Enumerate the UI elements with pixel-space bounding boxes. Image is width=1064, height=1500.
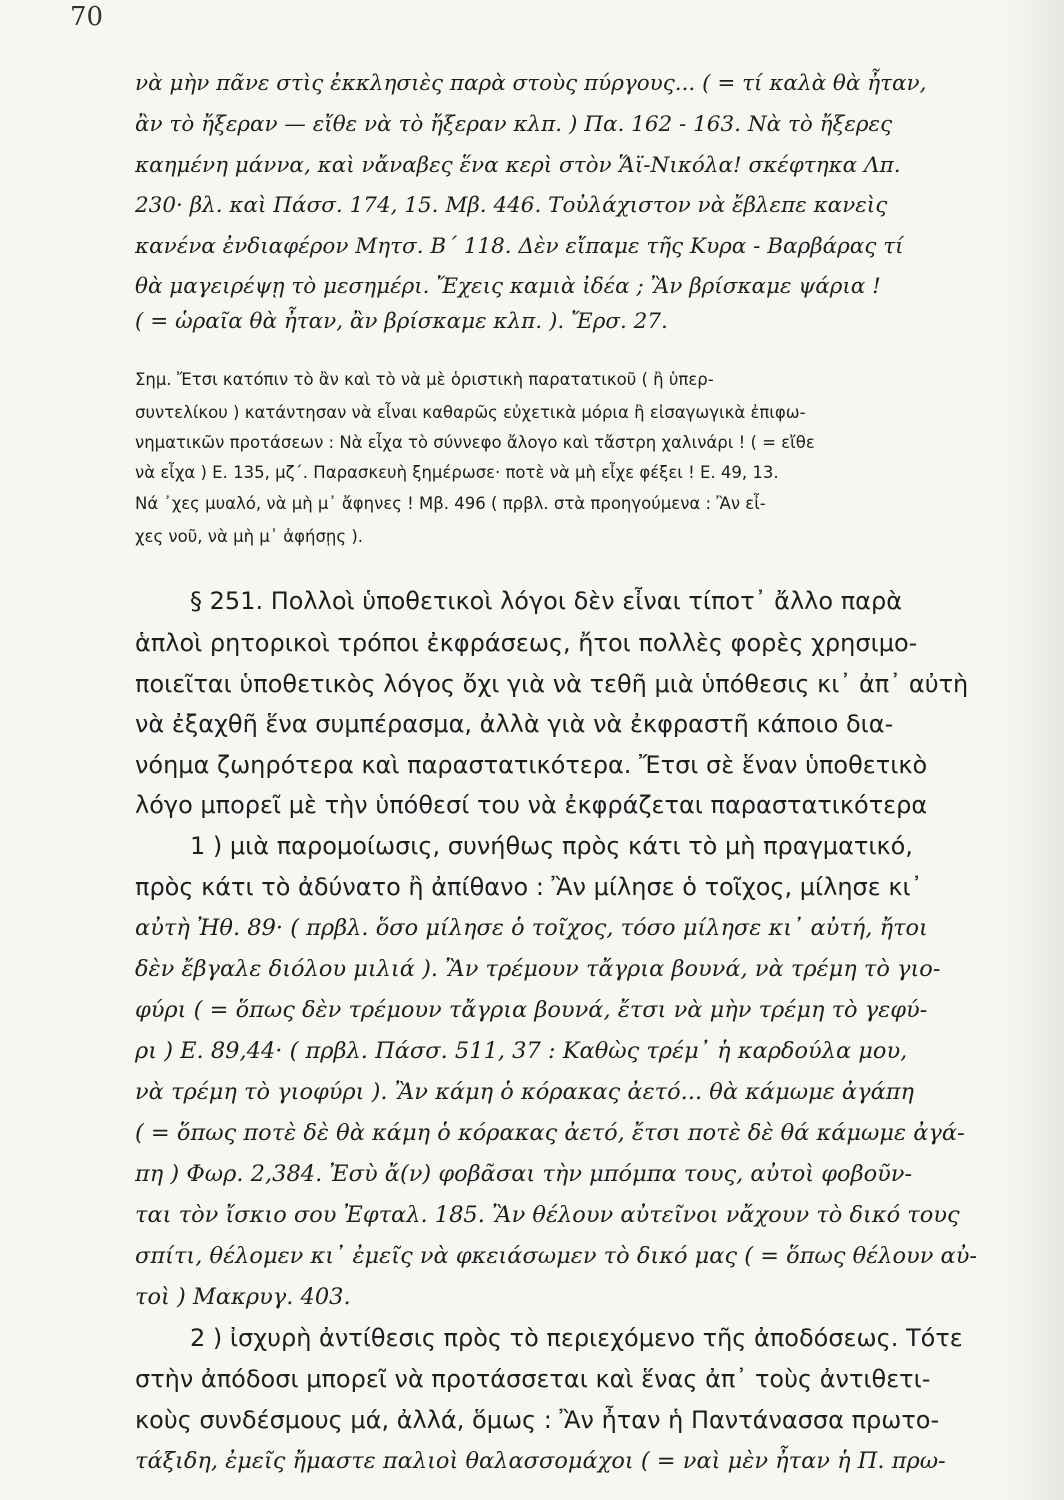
body-line: ἁπλοὶ ρητορικοὶ τρόποι ἐκφράσεως, ἤτοι πολλὲς φορὲς χρησιμο- — [135, 629, 918, 657]
example-line: θὰ μαγειρέψῃ τὸ μεσημέρι. Ἔχεις καμιὰ ἰδέα ; Ἂν βρίσκαμε ψάρια ! — [135, 274, 881, 299]
example-line: νὰ μὴν πᾶνε στὶς ἐκκλησιὲς παρὰ στοὺς πύργους... ( = τί καλὰ θὰ ἦταν, — [135, 71, 927, 96]
body-line: τάξιδη, ἐμεῖς ἤμαστε παλιοὶ θαλασσομάχοι ( = ναὶ μὲν ἦταν ἡ Π. πρω- — [135, 1448, 946, 1474]
example-line: κανένα ἐνδιαφέρον Μητσ. Β΄ 118. Δὲν εἴπαμε τῆς Κυρα - Βαρβάρας τί — [135, 234, 904, 259]
note-line: χες νοῦ, νὰ μὴ μ᾽ ἀφήσῃς ). — [135, 527, 364, 546]
body-line: ποιεῖται ὑποθετικὸς λόγος ὄχι γιὰ νὰ τεθῆ μιὰ ὑπόθεσις κι᾽ ἀπ᾽ αὐτὴ — [135, 670, 969, 698]
note-line: νηματικῶν προτάσεων : Νὰ εἶχα τὸ σύννεφο ἄλογο καὶ τἄστρη χαλινάρι ! ( = εἴθε — [135, 433, 815, 452]
section-heading-line: § 251. Πολλοὶ ὑποθετικοὶ λόγοι δὲν εἶναι τίποτ᾽ ἄλλο παρὰ — [190, 587, 903, 615]
example-line: ( = ὡραῖα θὰ ἦταν, ἂν βρίσκαμε κλπ. ). Ἔρσ. 27. — [135, 309, 668, 334]
example-line: καημένη μάννα, καὶ νἄναβες ἕνα κερὶ στὸν Ἅϊ-Νικόλα! σκέφτηκα Λπ. — [135, 153, 901, 178]
note-line: Σημ. Ἔτσι κατόπιν τὸ ἂν καὶ τὸ νὰ μὲ ὁριστικὴ παρατατικοῦ ( ἢ ὑπερ- — [135, 370, 714, 389]
note-line: νὰ εἶχα ) Ε. 135, μζ΄. Παρασκευὴ ξημέρωσε· ποτὲ νὰ μὴ εἶχε φέξει ! Ε. 49, 13. — [135, 463, 779, 482]
body-line: νὰ ἐξαχθῆ ἕνα συμπέρασμα, ἀλλὰ γιὰ νὰ ἐκφραστῆ κάποιο δια- — [135, 710, 894, 738]
body-line: δὲν ἔβγαλε διόλου μιλιά ). Ἂν τρέμουν τἄγρια βουνά, νὰ τρέμη τὸ γιο- — [135, 956, 941, 982]
body-line: λόγο μπορεῖ μὲ τὴν ὑπόθεσί του νὰ ἐκφράζεται παραστατικότερα — [135, 791, 928, 819]
body-line: πη ) Φωρ. 2,384. Ἐσὺ ἄ(ν) φοβᾶσαι τὴν μπόμπα τους, αὐτοὶ φοβοῦν- — [135, 1161, 913, 1187]
note-line: συντελίκου ) κατάντησαν νὰ εἶναι καθαρῶς εὐχετικὰ μόρια ἢ εἰσαγωγικὰ ἐπιφω- — [135, 403, 806, 422]
body-line: τοὶ ) Μακρυγ. 403. — [135, 1284, 351, 1310]
body-line: πρὸς κάτι τὸ ἀδύνατο ἢ ἀπίθανο : Ἂν μίλησε ὁ τοῖχος, μίλησε κι᾽ — [135, 873, 923, 901]
body-line: ( = ὅπως ποτὲ δὲ θὰ κάμη ὁ κόρακας ἀετό, ἔτσι ποτὲ δὲ θά κάμωμε ἀγά- — [135, 1120, 965, 1146]
body-line: ται τὸν ἴσκιο σου Ἐφταλ. 185. Ἂν θέλουν αὐτεῖνοι νἄχουν τὸ δικό τους — [135, 1202, 960, 1228]
example-line: ἂν τὸ ἤξεραν — εἴθε νὰ τὸ ἤξεραν κλπ. ) Πα. 162 - 163. Νὰ τὸ ἤξερες — [135, 112, 893, 137]
body-line: στὴν ἀπόδοσι μπορεῖ νὰ προτάσσεται καὶ ἕνας ἀπ᾽ τοὺς ἀντιθετι- — [135, 1365, 931, 1393]
example-line: 230· βλ. καὶ Πάσσ. 174, 15. Μβ. 446. Τοὐλάχιστον νὰ ἔβλεπε κανεὶς — [135, 193, 888, 218]
body-line: αὐτὴ Ἠθ. 89· ( πρβλ. ὅσο μίλησε ὁ τοῖχος, τόσο μίλησε κι᾽ αὐτή, ἤτοι — [135, 915, 928, 941]
body-line: φύρι ( = ὅπως δὲν τρέμουν τἄγρια βουνά, ἔτσι νὰ μὴν τρέμη τὸ γεφύ- — [135, 997, 928, 1023]
list-item-2-line: 2 ) ἰσχυρὴ ἀντίθεσις πρὸς τὸ περιεχόμενο τῆς ἀποδόσεως. Τότε — [190, 1324, 963, 1352]
body-line: νὰ τρέμη τὸ γιοφύρι ). Ἂν κάμη ὁ κόρακας ἀετό... θὰ κάμωμε ἀγάπη — [135, 1079, 915, 1105]
list-item-1-line: 1 ) μιὰ παρομοίωσις, συνήθως πρὸς κάτι τὸ μὴ πραγματικό, — [190, 832, 913, 860]
body-line: ρι ) Ε. 89,44· ( πρβλ. Πάσσ. 511, 37 : Καθὼς τρέμ᾽ ἡ καρδούλα μου, — [135, 1038, 908, 1064]
body-line: κοὺς συνδέσμους μά, ἀλλά, ὅμως : Ἂν ἦταν ἡ Παντάνασσα πρωτο- — [135, 1406, 940, 1434]
body-line: νόημα ζωηρότερα καὶ παραστατικότερα. Ἔτσι σὲ ἕναν ὑποθετικὸ — [135, 751, 928, 779]
page-curl-shadow — [1004, 0, 1064, 1500]
body-line: σπίτι, θέλομεν κι᾽ ἐμεῖς νὰ φκειάσωμεν τὸ δικό μας ( = ὅπως θέλουν αὐ- — [135, 1243, 977, 1269]
note-line: Νά ᾽χες μυαλό, νὰ μὴ μ᾽ ἄφηνες ! Μβ. 496 ( πρβλ. στὰ προηγούμενα : Ἂν εἶ- — [135, 494, 766, 513]
page-number: 70 — [70, 2, 104, 32]
